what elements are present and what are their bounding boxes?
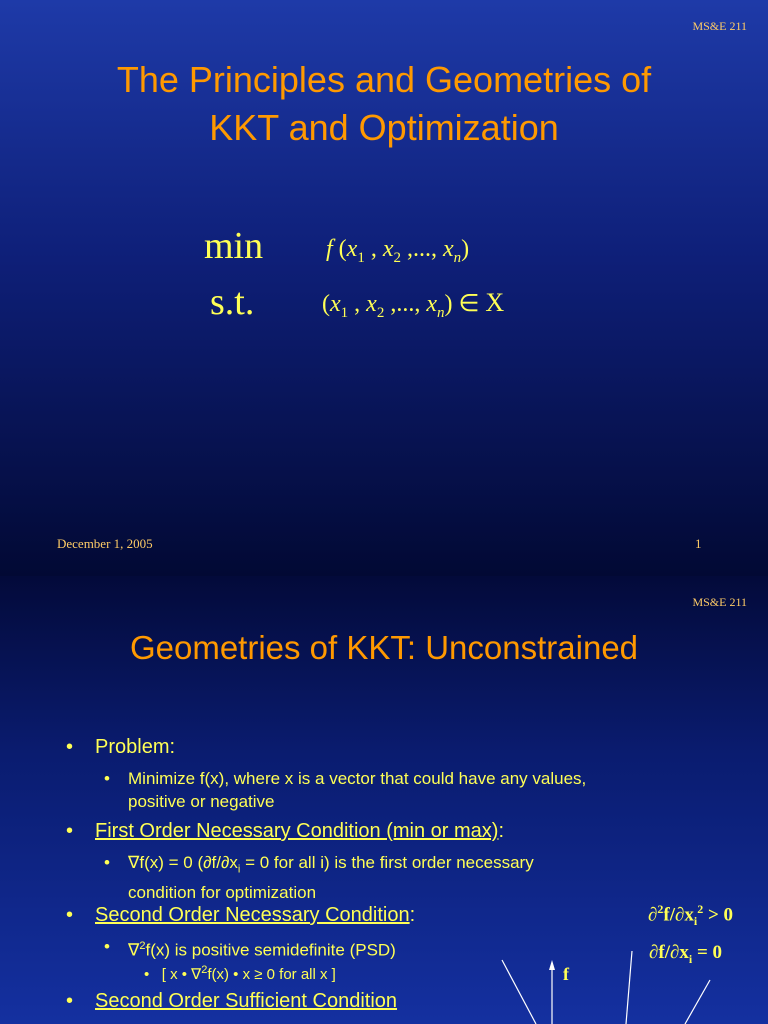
bullet-dot: •	[66, 820, 74, 842]
convex-function-graph	[490, 946, 768, 1024]
title-line-1: The Principles and Geometries of	[116, 59, 652, 100]
page-number: 1	[695, 536, 702, 551]
bullet-dot: •	[104, 937, 110, 956]
slide-2: MS&E 211 Geometries of KKT: Unconstrained • Problem: • Minimize f(x), where x is a vector that could have any values, positive or negative • First Order Necessary Condition (min or max): • ∇f(x) = 0 ($\partial f/\partial x_i = 0$ for all i) is the first order necessary condition for optimization • Second Order Necessary Condition: • ∇$^2$f(x) is positive semidefinite (PSD) • [ x • ∇$^2$f(x) • x ≥ 0 for all x ] • Second Order Sufficient Condition $\partial^2f/\partial x_i^2 > 0$ $\partial f/\partial x_i = 0$ f	[0, 576, 768, 1024]
left-curve-line	[502, 960, 536, 1024]
sub-sub-bullet-psd-definition: • [ x • ∇$^2$f(x) • x ≥ 0 for all x ]	[144, 964, 336, 983]
first-derivative-condition: $\partial f/\partial x_i = 0$	[649, 942, 723, 966]
right-curve-line	[685, 980, 710, 1024]
course-label: MS&E 211	[692, 19, 747, 33]
objective-expression: f ($x_1$ , $x_2$ ,..., $x_n$)	[326, 236, 470, 266]
footer-date: December 1, 2005	[57, 536, 153, 551]
bullet-dot: •	[66, 736, 74, 758]
slide-title: Geometries of KKT: Unconstrained	[129, 629, 639, 666]
set-symbol: X	[485, 288, 505, 317]
st-label: s.t.	[210, 281, 255, 323]
bullet-dot: •	[104, 769, 110, 788]
f-axis-arrow	[549, 960, 555, 970]
constraint-expression: ($x_1$ , $x_2$ ,..., $x_n$) ∈ X	[322, 288, 505, 321]
slide-title	[0, 56, 768, 152]
f-axis-label: f	[563, 964, 569, 984]
vertical-line	[626, 951, 632, 1024]
min-label: min	[204, 225, 264, 267]
bullet-dot: •	[104, 853, 110, 872]
title-line-2: KKT and Optimization	[209, 107, 559, 148]
gradient-condition: ∇f(x) = 0 ($\partial f/\partial x_i = 0$ for all i) is the first order necessary	[128, 853, 534, 876]
bullet-dot: •	[66, 990, 74, 1012]
bullet-dot: •	[66, 904, 74, 926]
course-label: MS&E 211	[692, 595, 747, 609]
second-derivative-condition: $\partial^2f/\partial x_i^2 > 0$	[648, 902, 734, 929]
